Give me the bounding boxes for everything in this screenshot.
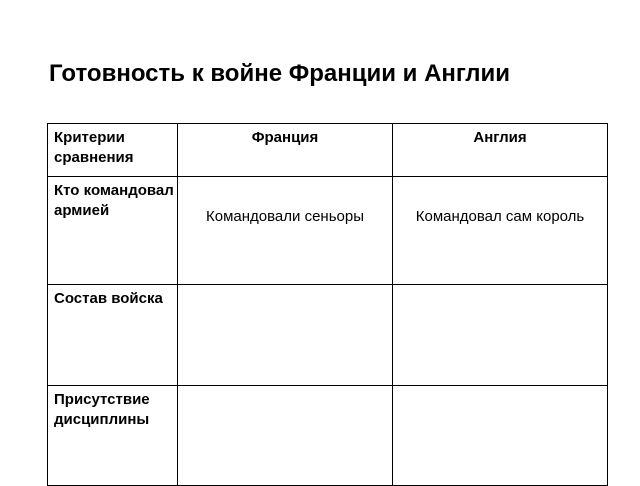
header-criteria-cell [48, 124, 178, 177]
header-france-cell [178, 124, 393, 177]
criterion-cell-discipline [48, 386, 178, 486]
france-cell-discipline[interactable] [178, 386, 393, 486]
comparison-table [47, 123, 608, 486]
england-cell-discipline[interactable] [393, 386, 608, 486]
header-england-cell [393, 124, 608, 177]
criterion-label: Кто командовал армией [54, 182, 174, 219]
table-row [48, 285, 608, 386]
england-value: Командовал сам король [415, 208, 585, 225]
page-title: Готовность к войне Франции и Англии [49, 60, 511, 87]
england-cell-command[interactable] [393, 177, 608, 285]
criterion-label: Присутствие дисциплины [54, 391, 150, 428]
france-cell-command[interactable] [178, 177, 393, 285]
header-england-label: Англия [473, 129, 527, 146]
table-row [48, 177, 608, 285]
criterion-label: Состав войска [54, 290, 163, 307]
england-cell-composition[interactable] [393, 285, 608, 386]
header-france-label: Франция [251, 129, 319, 146]
france-cell-composition[interactable] [178, 285, 393, 386]
france-value: Командовали сеньоры [206, 208, 364, 225]
criterion-cell-command [48, 177, 178, 285]
header-criteria-label: Критерии сравнения [54, 129, 134, 166]
criterion-cell-composition [48, 285, 178, 386]
table-row [48, 386, 608, 486]
table-header-row [48, 124, 608, 177]
